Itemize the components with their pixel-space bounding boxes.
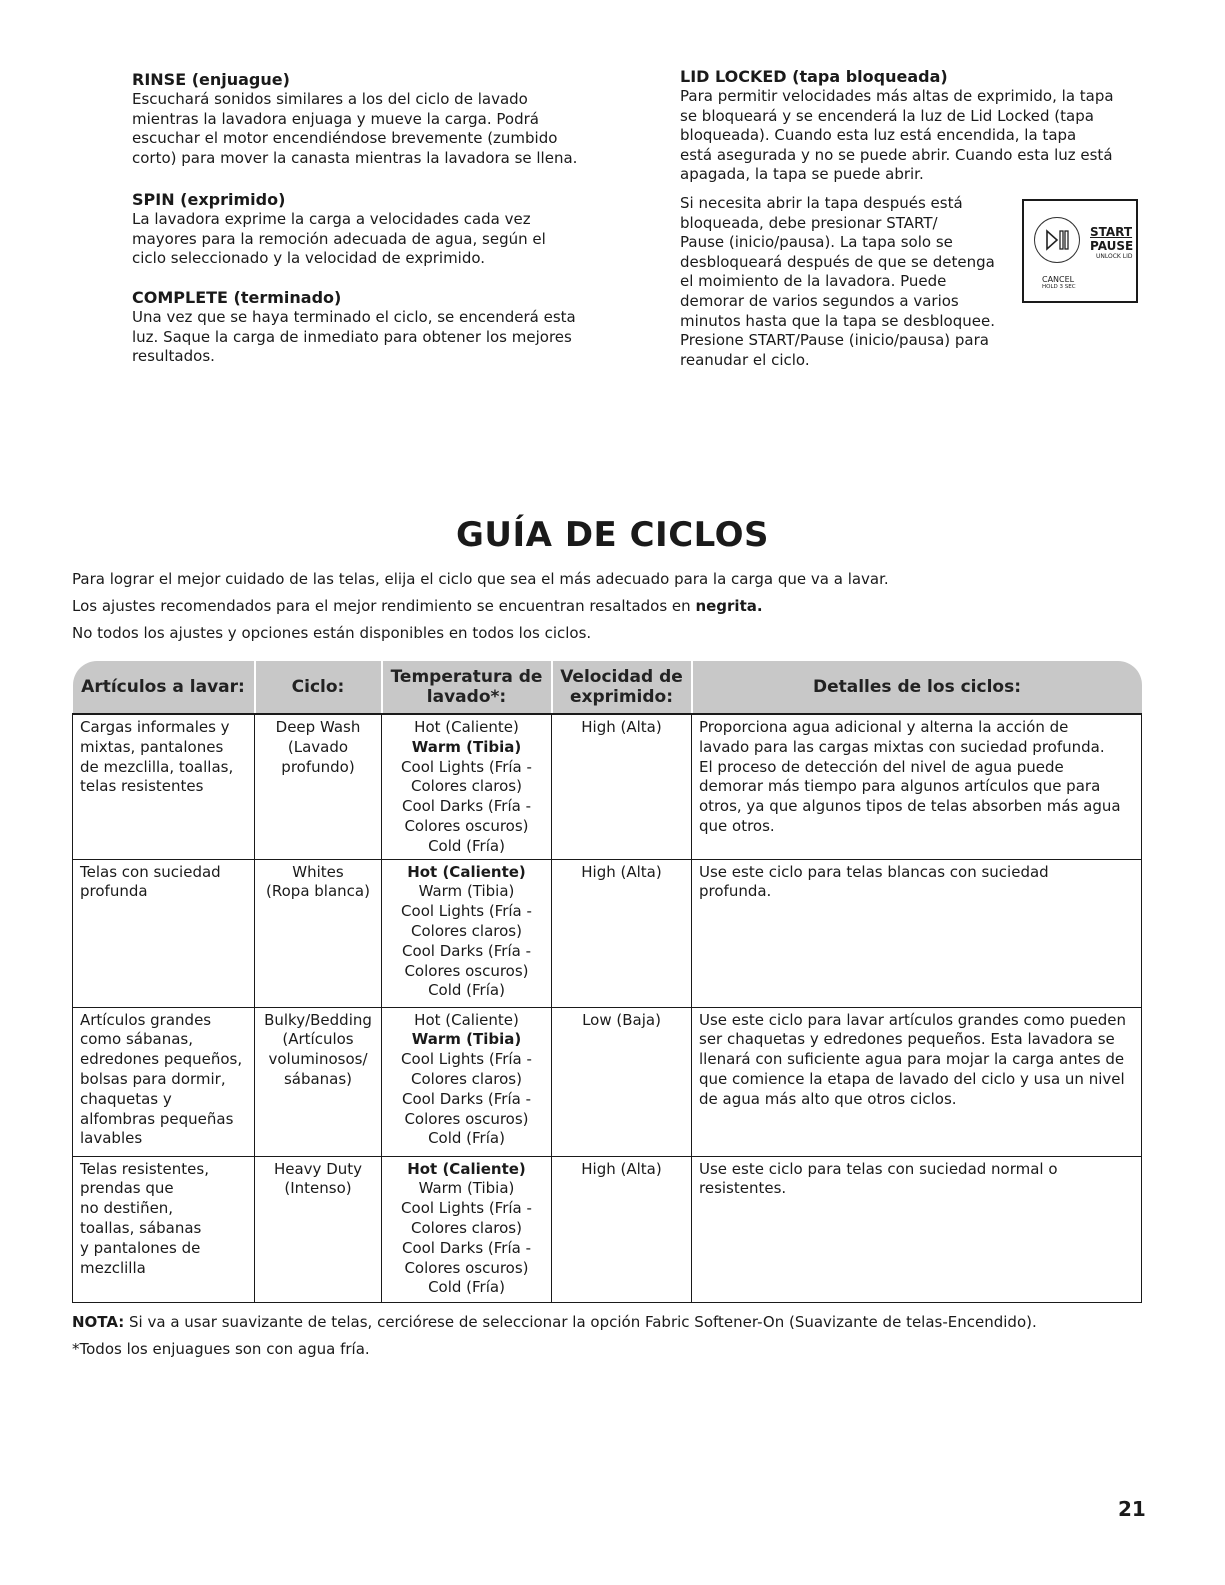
text-line: minutos hasta que la tapa se desbloquee.	[680, 311, 995, 330]
table-header-row	[73, 661, 1142, 714]
cell-line: El proceso de detección del nivel de agua puede	[699, 757, 1064, 776]
speed-cell: High (Alta)	[552, 859, 692, 1007]
page-title: GUÍA DE CICLOS	[456, 515, 769, 555]
cell-line: otros, ya que algunos tipos de telas absorben más agua	[699, 797, 1121, 816]
cell-line: Cold (Fría)	[428, 836, 505, 855]
cell-line: resistentes.	[699, 1179, 787, 1198]
complete-text	[132, 308, 612, 367]
cell-line-recommended: Warm (Tibia)	[411, 1030, 522, 1049]
text-line: Escuchará sonidos similares a los del ciclo de lavado	[132, 90, 528, 108]
note-label: NOTA:	[72, 1313, 125, 1331]
cell-line: alfombras pequeñas	[80, 1109, 234, 1128]
cell-line: Colores claros)	[411, 1218, 522, 1237]
intro-bold-text: negrita.	[695, 597, 763, 615]
text-line: Presione START/Pause (inicio/pausa) para	[680, 331, 989, 350]
details-cell	[692, 859, 1142, 1007]
text-line: resultados.	[132, 347, 215, 366]
cell-line: (Intenso)	[284, 1179, 352, 1198]
cell-line: toallas, sábanas	[80, 1218, 202, 1237]
text-line: se bloqueará y se encenderá la luz de Lid Locked (tapa	[680, 106, 1094, 125]
cell-line: Cool Darks (Fría -	[401, 797, 532, 816]
cell-line: chaquetas y	[80, 1089, 172, 1108]
text-line: desbloqueará después de que se detenga	[680, 252, 995, 271]
rinse-section	[132, 70, 612, 168]
cell-line: Cool Lights (Fría -	[401, 902, 532, 921]
text-line: el moimiento de la lavadora. Puede	[680, 272, 947, 291]
text-line: bloqueada, debe presionar START/	[680, 213, 938, 232]
cell-line: Cool Darks (Fría -	[401, 1238, 532, 1257]
cell-line: Telas resistentes,	[80, 1159, 209, 1178]
cell-line: de agua más alto que otros ciclos.	[699, 1089, 957, 1108]
cell-line: lavado para las cargas mixtas con suciedad profunda.	[699, 737, 1105, 756]
column-header: Velocidad de exprimido:	[552, 661, 692, 714]
text-line: Pause (inicio/pausa). La tapa solo se	[680, 233, 953, 252]
text-line: ciclo seleccionado y la velocidad de exprimido.	[132, 249, 486, 268]
cell-line: Hot (Caliente)	[414, 1010, 519, 1029]
spin-heading: SPIN (exprimido)	[132, 190, 286, 209]
spin-text	[132, 210, 612, 269]
cell-line: de mezclilla, toallas,	[80, 757, 234, 776]
cell-line: profunda	[80, 882, 148, 901]
note	[72, 1313, 1037, 1331]
cell-line: edredones pequeños,	[80, 1050, 243, 1069]
cell-line: Cool Lights (Fría -	[401, 1199, 532, 1218]
cell-line: como sábanas,	[80, 1030, 193, 1049]
cell-line: voluminosos/	[268, 1050, 368, 1069]
cell-line: Artículos grandes	[80, 1010, 212, 1029]
cell-line: Hot (Caliente)	[414, 718, 519, 736]
speed-cell: High (Alta)	[552, 1156, 692, 1302]
cycle-cell	[255, 714, 382, 859]
cell-line: Proporciona agua adicional y alterna la acción de	[699, 718, 1069, 736]
cell-line: Colores claros)	[411, 1069, 522, 1088]
cell-line: que comience la etapa de lavado del ciclo y usa un nivel	[699, 1069, 1125, 1088]
cell-line: Cargas informales y	[80, 718, 230, 736]
start-label: START	[1090, 225, 1133, 239]
unlock-lid-label: UNLOCK LID	[1096, 253, 1133, 260]
lid-unlock-text	[680, 194, 1020, 370]
cell-line: Use este ciclo para lavar artículos grandes como pueden	[699, 1010, 1126, 1029]
cell-line-recommended: Warm (Tibia)	[411, 737, 522, 756]
cell-line: Colores oscuros)	[404, 816, 529, 835]
items-cell	[73, 1007, 255, 1156]
text-line: Si necesita abrir la tapa después está	[680, 194, 963, 212]
rinse-heading: RINSE (enjuague)	[132, 70, 290, 89]
page-number: 21	[1118, 1497, 1146, 1521]
cell-line: mezclilla	[80, 1258, 146, 1277]
cell-line: Colores oscuros)	[404, 961, 529, 980]
cell-line: sábanas)	[283, 1069, 353, 1088]
temperature-cell	[382, 1007, 552, 1156]
column-header: Ciclo:	[255, 661, 382, 714]
lid-locked-text	[680, 87, 1150, 185]
text-line: corto) para mover la canasta mientras la lavadora se llena.	[132, 148, 578, 167]
cell-line: no destiñen,	[80, 1199, 174, 1218]
cell-line: Use este ciclo para telas con suciedad normal o	[699, 1159, 1058, 1178]
cell-line: y pantalones de	[80, 1238, 201, 1257]
text-line: mientras la lavadora enjuaga y mueve la carga. Podrá	[132, 109, 539, 128]
lid-locked-section	[680, 67, 1150, 185]
temperature-cell	[382, 859, 552, 1007]
cell-line: bolsas para dormir,	[80, 1069, 226, 1088]
cell-line: Colores oscuros)	[404, 1109, 529, 1128]
text-line: está asegurada y no se puede abrir. Cuando esta luz está	[680, 145, 1113, 164]
cell-line: Cool Darks (Fría -	[401, 941, 532, 960]
temperature-cell	[382, 1156, 552, 1302]
details-cell	[692, 714, 1142, 859]
cell-line: (Ropa blanca)	[266, 882, 370, 901]
cell-line: Cold (Fría)	[428, 1278, 505, 1297]
complete-section	[132, 288, 612, 367]
text-line: mayores para la remoción adecuada de agua, según el	[132, 229, 546, 248]
text-line: reanudar el ciclo.	[680, 350, 810, 369]
text-line: apagada, la tapa se puede abrir.	[680, 165, 924, 184]
cell-line: que otros.	[699, 816, 775, 835]
cell-line: Cold (Fría)	[428, 981, 505, 1000]
text-line: luz. Saque la carga de inmediato para obtener los mejores	[132, 327, 572, 346]
cell-line: Cool Lights (Fría -	[401, 1050, 532, 1069]
cell-line: profundo)	[281, 757, 355, 776]
cell-line: Cold (Fría)	[428, 1129, 505, 1148]
pause-label: PAUSE	[1090, 239, 1134, 253]
intro-line	[72, 597, 763, 615]
cell-line: lavables	[80, 1129, 143, 1148]
speed-cell: High (Alta)	[552, 714, 692, 859]
cell-line: Colores claros)	[411, 921, 522, 940]
cycle-guide-table	[72, 661, 1142, 1303]
cell-line: prendas que	[80, 1179, 174, 1198]
cycle-cell	[255, 1156, 382, 1302]
complete-heading: COMPLETE (terminado)	[132, 288, 342, 307]
cycle-cell	[255, 1007, 382, 1156]
text-line: escuchar el motor encendiéndose brevemente (zumbido	[132, 129, 558, 148]
column-header: Detalles de los ciclos:	[692, 661, 1142, 714]
items-cell	[73, 859, 255, 1007]
cell-line: Deep Wash	[275, 718, 361, 736]
table-row	[73, 859, 1142, 1007]
cell-line: Use este ciclo para telas blancas con suciedad	[699, 862, 1049, 881]
cell-line: Whites	[292, 862, 344, 881]
cell-line: Colores claros)	[411, 777, 522, 796]
hold-label: HOLD 3 SEC	[1042, 284, 1076, 290]
details-cell	[692, 1007, 1142, 1156]
text-line: La lavadora exprime la carga a velocidades cada vez	[132, 210, 531, 228]
cell-line: Cool Lights (Fría -	[401, 757, 532, 776]
cell-line: (Artículos	[282, 1030, 354, 1049]
start-pause-button-illustration	[1022, 199, 1138, 303]
cell-line: profunda.	[699, 882, 772, 901]
play-pause-glyph	[1035, 218, 1079, 262]
speed-cell: Low (Baja)	[552, 1007, 692, 1156]
intro-line: No todos los ajustes y opciones están disponibles en todos los ciclos.	[72, 624, 592, 642]
column-header: Artículos a lavar:	[73, 661, 255, 714]
intro-line: Para lograr el mejor cuidado de las telas, elija el ciclo que sea el más adecuado para la carga que va a lavar.	[72, 570, 889, 588]
cell-line: telas resistentes	[80, 777, 204, 796]
cancel-label: CANCEL	[1042, 275, 1075, 284]
cell-line: Heavy Duty	[273, 1159, 363, 1178]
column-header: Temperatura de lavado*:	[382, 661, 552, 714]
table-row	[73, 1156, 1142, 1302]
text-line: Una vez que se haya terminado el ciclo, se encenderá esta	[132, 308, 576, 326]
cell-line: Cool Darks (Fría -	[401, 1089, 532, 1108]
table-row	[73, 1007, 1142, 1156]
items-cell	[73, 714, 255, 859]
cell-line: Warm (Tibia)	[418, 1179, 515, 1198]
cycle-cell	[255, 859, 382, 1007]
cell-line: llenará con suficiente agua para mojar la carga antes de	[699, 1050, 1125, 1069]
text-line: Para permitir velocidades más altas de exprimido, la tapa	[680, 87, 1114, 105]
temperature-cell	[382, 714, 552, 859]
table-row	[73, 714, 1142, 859]
cell-line: (Lavado	[287, 737, 349, 756]
cell-line: Telas con suciedad	[80, 862, 221, 881]
spin-section	[132, 190, 612, 269]
cell-line: Warm (Tibia)	[418, 882, 515, 901]
cell-line: demorar más tiempo para algunos artículos que para	[699, 777, 1101, 796]
play-pause-icon	[1034, 217, 1080, 263]
cell-line: ser chaquetas y edredones pequeños. Esta lavadora se	[699, 1030, 1115, 1049]
text-line: bloqueada). Cuando esta luz está encendida, la tapa	[680, 126, 1077, 145]
items-cell	[73, 1156, 255, 1302]
lid-locked-heading: LID LOCKED (tapa bloqueada)	[680, 67, 948, 86]
text-line: demorar de varios segundos a varios	[680, 291, 959, 310]
cell-line: Colores oscuros)	[404, 1258, 529, 1277]
rinse-text	[132, 90, 612, 168]
intro-text: Los ajustes recomendados para el mejor rendimiento se encuentran resaltados en	[72, 597, 696, 615]
details-cell	[692, 1156, 1142, 1302]
cell-line-recommended: Hot (Caliente)	[407, 862, 526, 881]
cell-line-recommended: Hot (Caliente)	[407, 1159, 526, 1178]
cell-line: Bulky/Bedding	[264, 1010, 372, 1029]
cell-line: mixtas, pantalones	[80, 737, 224, 756]
footnote: *Todos los enjuagues son con agua fría.	[72, 1340, 370, 1358]
note-text: Si va a usar suavizante de telas, cerciórese de seleccionar la opción Fabric Softener-On (Suavizante de telas-Encendido).	[124, 1313, 1037, 1331]
